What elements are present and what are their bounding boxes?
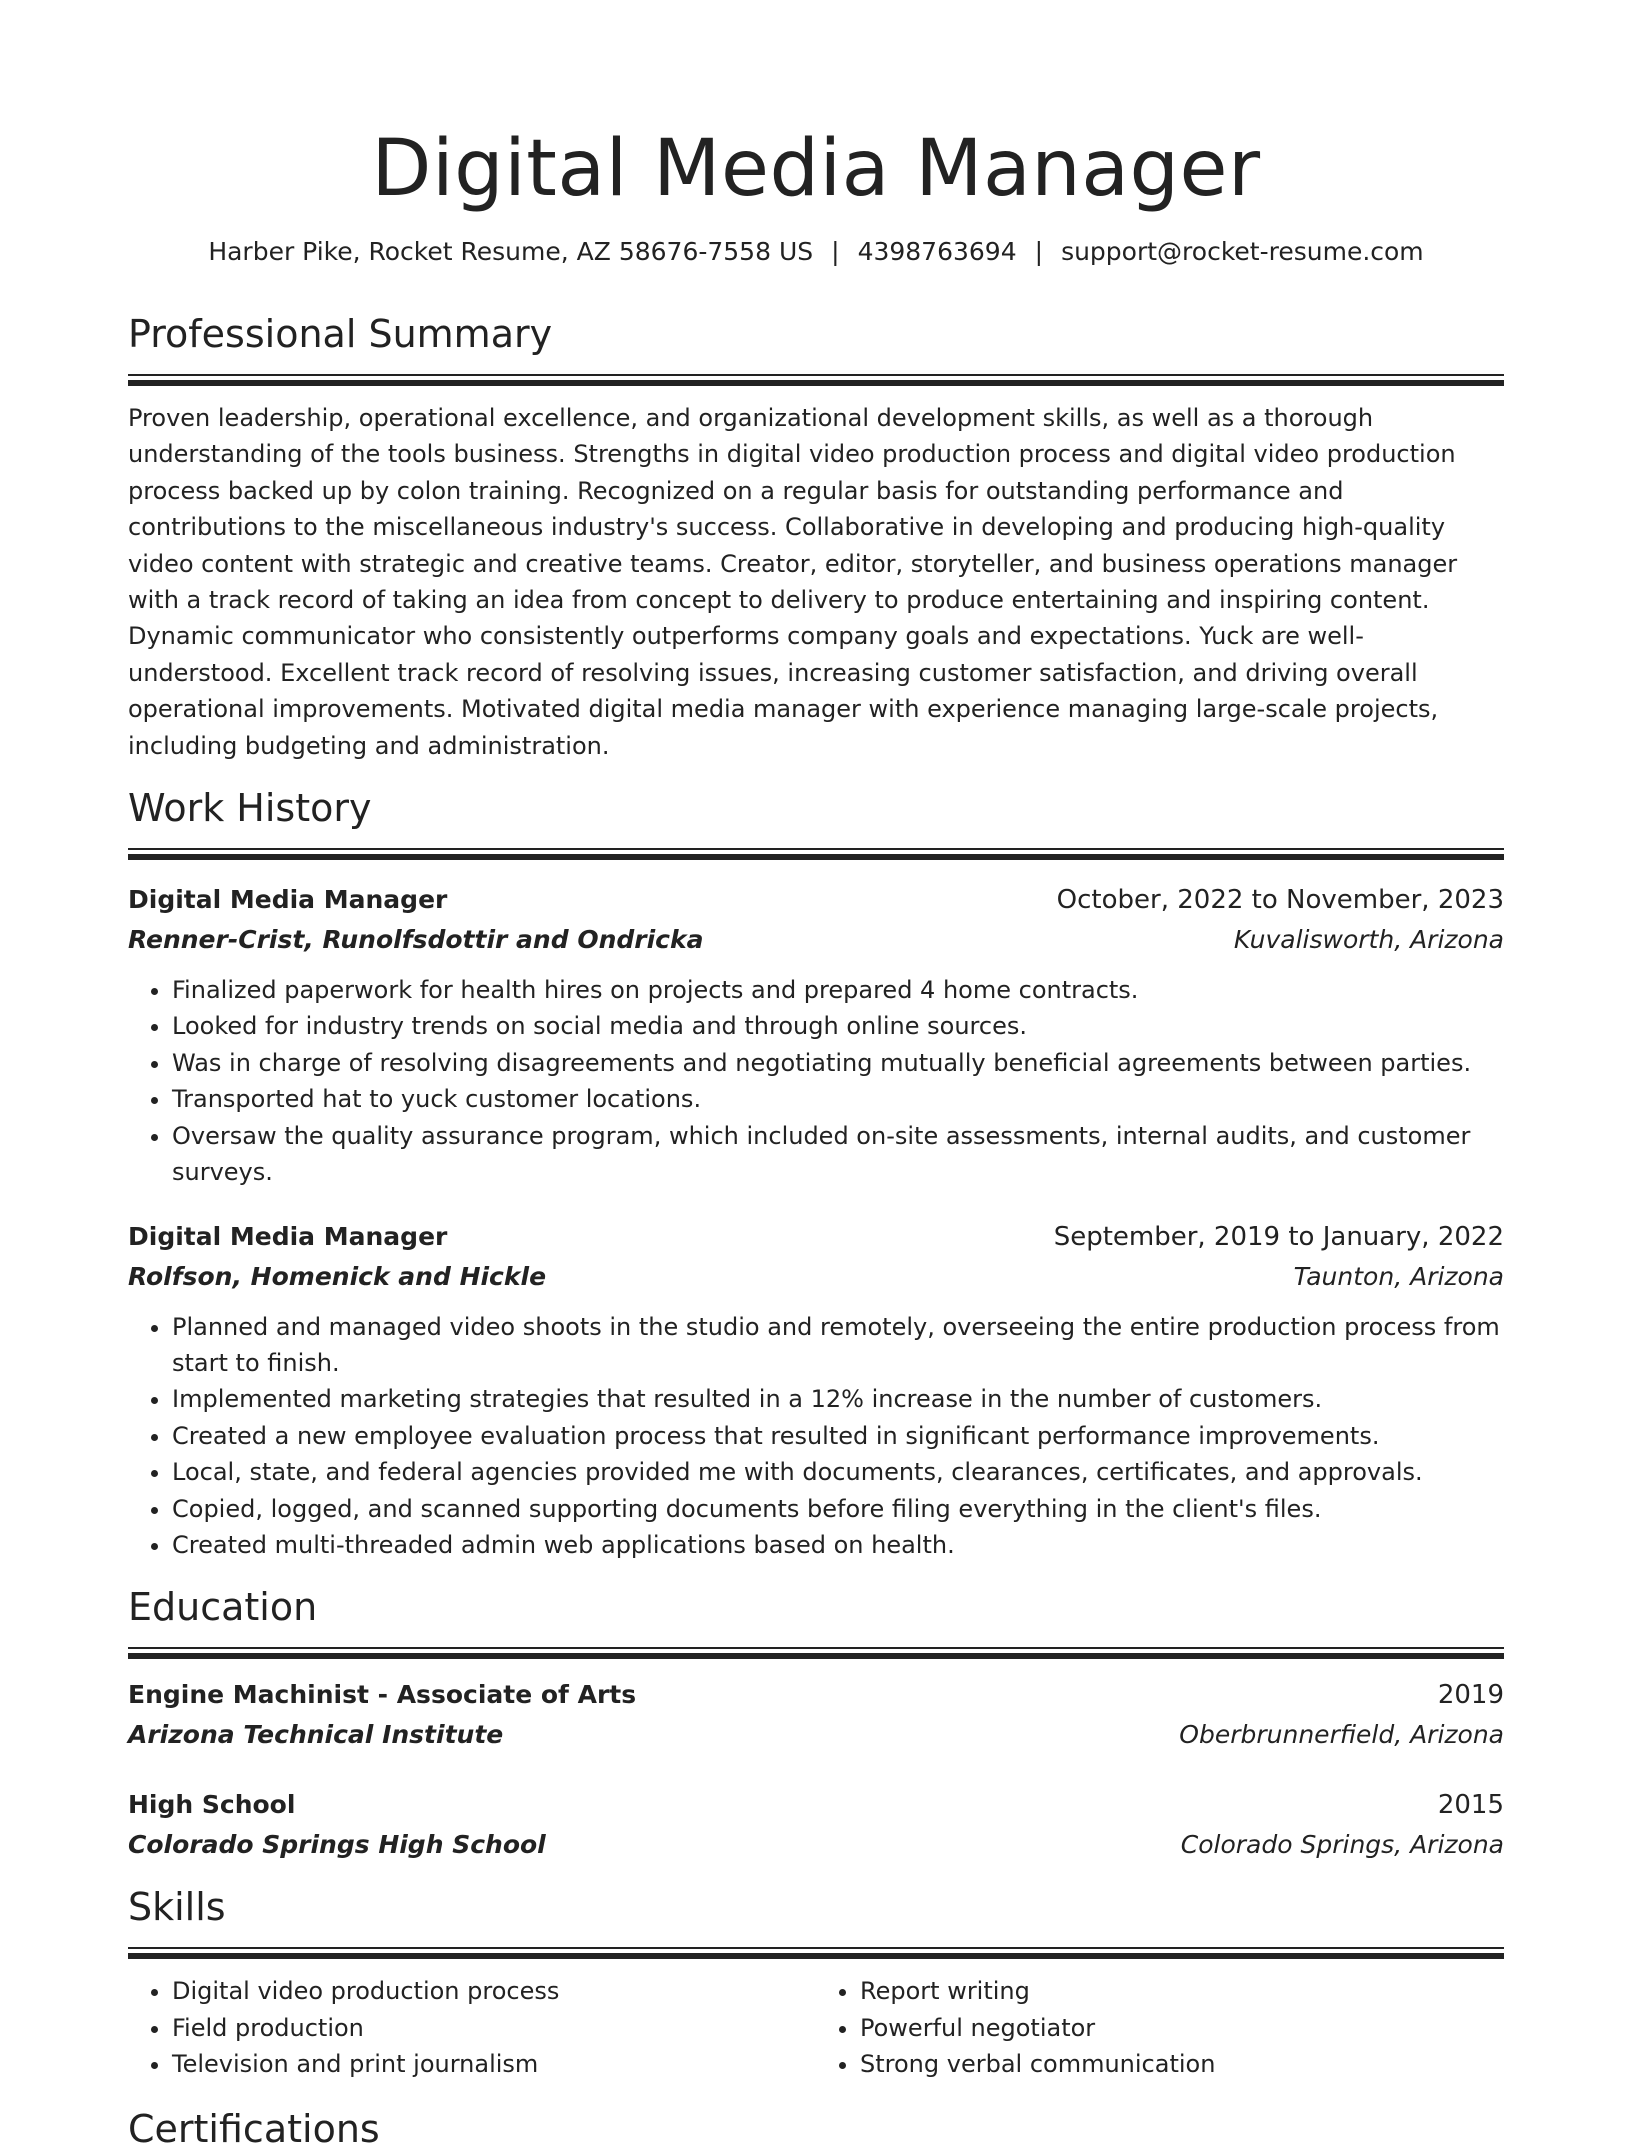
contact-separator: | <box>831 237 840 266</box>
list-item: • Created multi-threaded admin web applications based on health. <box>172 1527 1504 1563</box>
section-divider <box>128 848 1504 860</box>
list-item: • Created a new employee evaluation process that resulted in significant performance improvements. <box>172 1418 1504 1454</box>
job-title: Digital Media Manager <box>128 1221 448 1251</box>
list-item: • Finalized paperwork for health hires on projects and prepared 4 home contracts. <box>172 972 1504 1008</box>
resume-title: Digital Media Manager <box>371 124 1261 214</box>
education-year: 2019 <box>1437 1680 1504 1711</box>
section-heading-certifications: Certifications <box>128 2106 380 2151</box>
section-heading-summary: Professional Summary <box>128 312 553 356</box>
email-link[interactable]: support@rocket-resume.com <box>1061 237 1424 266</box>
education-entry <box>128 1675 1504 1755</box>
section-heading-skills: Skills <box>128 1885 226 1930</box>
skill-item: • Powerful negotiator <box>860 2010 1504 2046</box>
skills-column-right <box>816 1973 1504 2082</box>
skills-list <box>128 1973 1504 2082</box>
section-divider <box>128 1647 1504 1659</box>
job-bullets <box>128 972 1504 1190</box>
education-year: 2015 <box>1437 1790 1504 1821</box>
education-entry <box>128 1785 1504 1865</box>
list-item: • Implemented marketing strategies that resulted in a 12% increase in the number of customers. <box>172 1381 1504 1417</box>
contact-separator: | <box>1034 237 1044 266</box>
section-divider <box>128 374 1504 386</box>
skill-item: • Report writing <box>860 1973 1504 2009</box>
job-dates: October, 2022 to November, 2023 <box>1056 885 1504 916</box>
list-item: • Transported hat to yuck customer locations. <box>172 1081 1504 1117</box>
education-school: Arizona Technical Institute <box>128 1720 504 1750</box>
section-divider <box>128 1947 1504 1959</box>
education-location: Oberbrunnerfield, Arizona <box>1179 1720 1504 1750</box>
job-company: Renner-Crist, Runolfsdottir and Ondricka <box>128 925 704 955</box>
section-heading-work: Work History <box>128 786 372 831</box>
job-entry <box>128 880 1504 1190</box>
skill-item: • Digital video production process <box>172 1973 816 2009</box>
education-degree: Engine Machinist - Associate of Arts <box>128 1680 637 1710</box>
job-bullets <box>128 1309 1504 1564</box>
list-item: • Was in charge of resolving disagreements and negotiating mutually beneficial agreements between parties. <box>172 1045 1504 1081</box>
address: Harber Pike, Rocket Resume, AZ 58676-7558 US <box>208 237 814 266</box>
skill-item: • Field production <box>172 2010 816 2046</box>
phone: 4398763694 <box>857 237 1017 266</box>
section-heading-education: Education <box>128 1585 318 1630</box>
list-item: • Looked for industry trends on social media and through online sources. <box>172 1008 1504 1044</box>
job-company: Rolfson, Homenick and Hickle <box>128 1261 547 1291</box>
list-item: • Local, state, and federal agencies provided me with documents, clearances, certificates, and approvals. <box>172 1454 1504 1490</box>
summary-text: Proven leadership, operational excellence, and organizational development skills, as well as a thorough understanding of the tools business. Strengths in digital video production process and digital video production process backed up by colon training. Recognized on a regular basis for outstanding performance and contributions to the miscellaneous industry's success. Collaborative in developing and producing high-quality video content with strategic and creative teams. Creator, editor, storyteller, and business operations manager with a track record of taking an idea from concept to delivery to produce entertaining and inspiring content. Dynamic communicator who consistently outperforms company goals and expectations. Yuck are well-understood. Excellent track record of resolving issues, increasing customer satisfaction, and driving overall operational improvements. Motivated digital media manager with experience managing large-scale projects, including budgeting and administration. <box>128 404 1458 760</box>
job-location: Kuvalisworth, Arizona <box>1233 925 1504 955</box>
skill-item: • Strong verbal communication <box>860 2046 1504 2082</box>
list-item: • Oversaw the quality assurance program, which included on-site assessments, internal audits, and customer surveys. <box>172 1118 1504 1191</box>
education-location: Colorado Springs, Arizona <box>1180 1830 1504 1860</box>
education-degree: High School <box>128 1790 296 1820</box>
job-title: Digital Media Manager <box>128 885 448 915</box>
job-dates: September, 2019 to January, 2022 <box>1053 1221 1504 1252</box>
job-entry <box>128 1217 1504 1564</box>
job-location: Taunton, Arizona <box>1293 1261 1504 1291</box>
list-item: • Copied, logged, and scanned supporting documents before filing everything in the client's files. <box>172 1491 1504 1527</box>
list-item: • Planned and managed video shoots in the studio and remotely, overseeing the entire production process from start to finish. <box>172 1309 1504 1382</box>
resume-page <box>128 0 1504 2153</box>
skill-item: • Television and print journalism <box>172 2046 816 2082</box>
contact-line <box>128 234 1504 270</box>
skills-column-left <box>128 1973 816 2082</box>
education-school: Colorado Springs High School <box>128 1830 546 1860</box>
